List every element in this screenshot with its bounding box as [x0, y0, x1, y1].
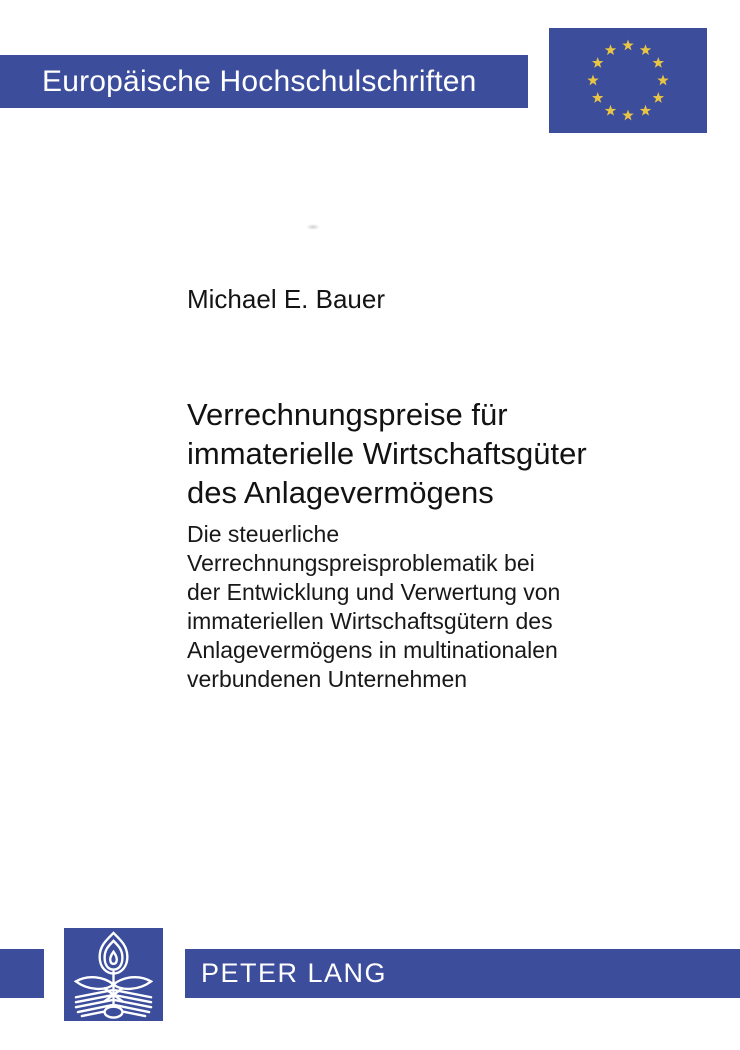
bottom-left-blue-strip	[0, 949, 44, 998]
subtitle-line: Die steuerliche	[187, 521, 340, 547]
book-subtitle	[187, 520, 560, 694]
subtitle-line: immateriellen Wirtschaftsgütern des	[187, 608, 553, 634]
title-line: immaterielle Wirtschaftsgüter	[187, 436, 587, 471]
publisher-logo	[64, 928, 163, 1021]
book-title	[187, 395, 587, 512]
series-title: Europäische Hochschulschriften	[42, 64, 477, 98]
series-banner	[0, 55, 528, 108]
publisher-banner	[185, 949, 740, 998]
eu-flag-icon	[549, 28, 707, 133]
subtitle-line: Verrechnungspreisproblematik bei	[187, 550, 535, 576]
subtitle-line: Anlagevermögens in multinationalen	[187, 637, 558, 663]
eu-flag-stars-icon	[549, 28, 707, 133]
subtitle-line: verbundenen Unternehmen	[187, 666, 468, 692]
author-name: Michael E. Bauer	[187, 284, 385, 314]
title-line: Verrechnungspreise für	[187, 397, 508, 432]
publisher-name: PETER LANG	[201, 958, 388, 988]
title-line: des Anlagevermögens	[187, 475, 494, 510]
subtitle-line: der Entwicklung und Verwertung von	[187, 579, 561, 605]
peter-lang-tulip-book-icon	[64, 928, 163, 1021]
scan-smudge-artifact	[306, 224, 320, 230]
